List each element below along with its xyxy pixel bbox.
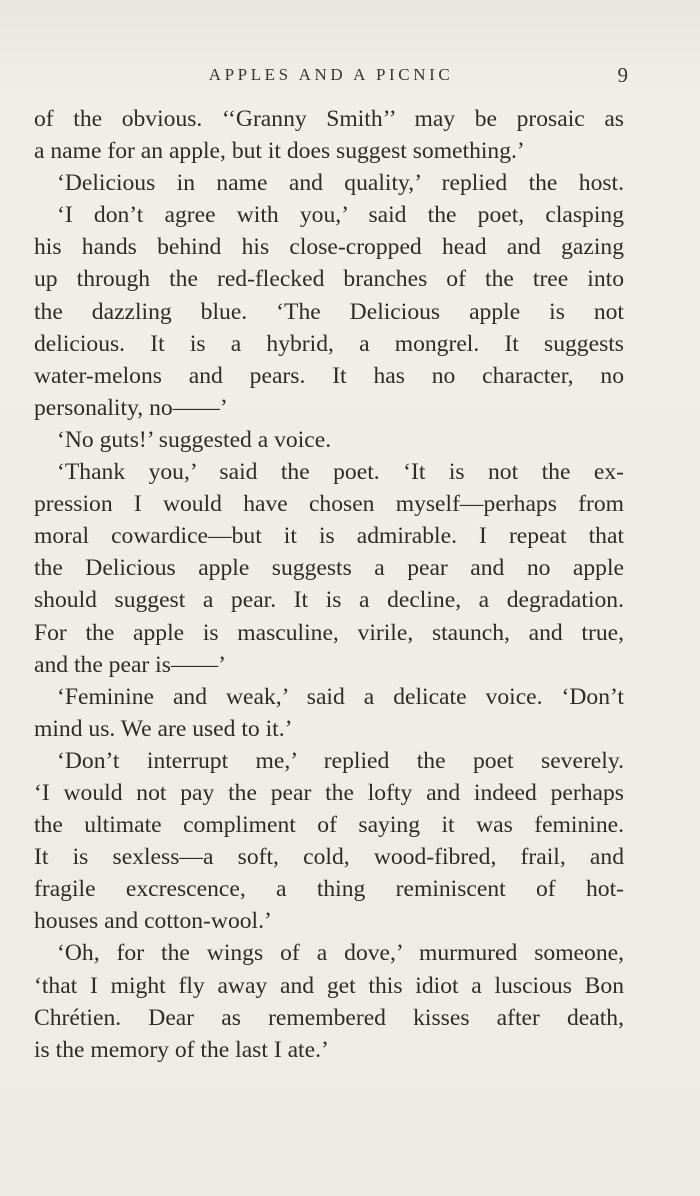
- text-line: the dazzling blue. ‘The Delicious apple is not: [34, 298, 624, 325]
- text-line: It is sexless—a soft, cold, wood-fibred, frail, and: [34, 844, 624, 871]
- text-line: ‘I would not pay the pear the lofty and indeed perhaps: [34, 779, 624, 806]
- text-line: houses and cotton-wool.’: [34, 908, 272, 935]
- text-line: of the obvious. ‘‘Granny Smith’’ may be prosaic as: [34, 106, 624, 132]
- text-line: water-melons and pears. It has no character, no: [34, 362, 624, 389]
- text-line: ‘No guts!’ suggested a voice.: [57, 426, 332, 453]
- text-line: his hands behind his close-cropped head and gazing: [34, 234, 624, 261]
- text-line: mind us. We are used to it.’: [34, 715, 293, 742]
- text-line: ‘Delicious in name and quality,’ replied the host.: [57, 170, 624, 197]
- text-line: the Delicious apple suggests a pear and no apple: [34, 555, 624, 582]
- body-text: [34, 103, 624, 1066]
- text-line: delicious. It is a hybrid, a mongrel. It suggests: [34, 330, 624, 357]
- text-line: is the memory of the last I ate.’: [34, 1036, 329, 1063]
- page-number: 9: [617, 63, 628, 87]
- text-line: up through the red-flecked branches of the tree into: [34, 266, 624, 293]
- text-line: pression I would have chosen myself—perhaps from: [34, 491, 624, 518]
- text-line: ‘I don’t agree with you,’ said the poet, clasping: [57, 202, 624, 229]
- page-header: [34, 62, 628, 88]
- text-line: ‘Don’t interrupt me,’ replied the poet severely.: [57, 747, 624, 774]
- text-line: fragile excrescence, a thing reminiscent of hot-: [34, 876, 624, 903]
- text-line: the ultimate compliment of saying it was feminine.: [34, 812, 624, 839]
- text-line: Chrétien. Dear as remembered kisses after death,: [34, 1004, 624, 1031]
- text-line: ‘Thank you,’ said the poet. ‘It is not the ex-: [57, 459, 624, 486]
- text-line: should suggest a pear. It is a decline, a degradation.: [34, 587, 624, 614]
- text-line: and the pear is——’: [34, 651, 226, 678]
- text-line: ‘that I might fly away and get this idiot a luscious Bon: [34, 972, 624, 999]
- text-line: moral cowardice—but it is admirable. I repeat that: [34, 523, 624, 550]
- text-line: personality, no——’: [34, 394, 228, 421]
- running-title: APPLES AND A PICNIC: [208, 65, 454, 84]
- text-line: a name for an apple, but it does suggest something.’: [34, 138, 525, 165]
- text-line: ‘Oh, for the wings of a dove,’ murmured someone,: [57, 940, 624, 967]
- text-line: ‘Feminine and weak,’ said a delicate voice. ‘Don’t: [57, 683, 624, 710]
- text-line: For the apple is masculine, virile, staunch, and true,: [34, 619, 624, 646]
